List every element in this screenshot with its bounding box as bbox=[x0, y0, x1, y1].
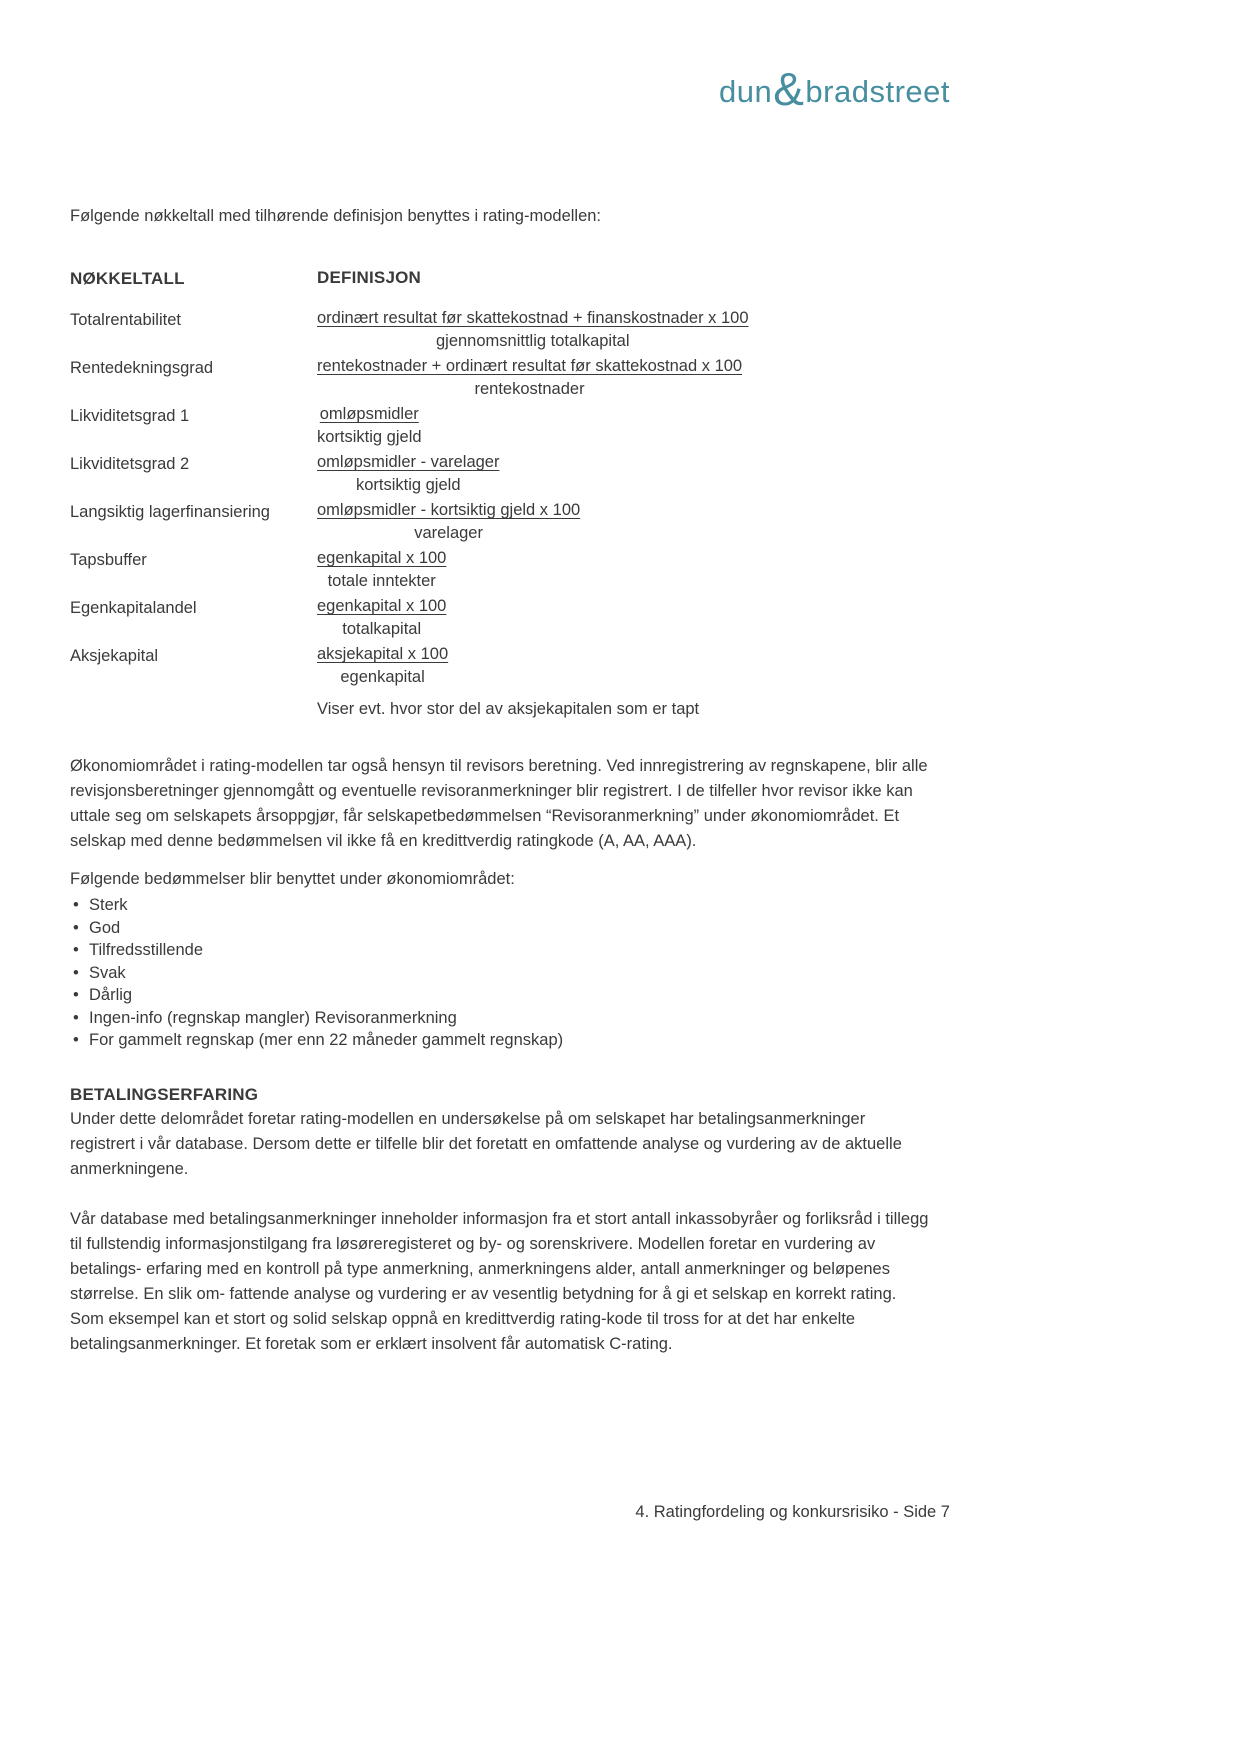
judgement-item: • Svak bbox=[70, 962, 932, 985]
logo-text-dun: dun bbox=[719, 73, 773, 109]
paragraph-database: Vår database med betalingsanmerkninger inneholder informasjon fra et stort antall inkassobyråer og forliksråd i tillegg til fullstendig informasjonstilgang fra løsøreregisteret og by- og sorenskrivere. Modellen foretar en vurdering av betalings- erfaring med en kontroll på type anmerkning, anmerkningens alder, antall anmerkninger og beløpenes størrelse. En slik om- fattende analyse og vurdering er av vesentlig betydning for å gi et selskap en korrekt rating. Som eksempel kan et stort og solid selskap oppnå en kredittverdig rating-kode til tross for at det har enkelte betalingsanmerkninger. Et foretak som er erklært insolvent får automatisk C-rating. bbox=[70, 1209, 929, 1353]
paragraph-betalingserfaring: Under dette delområdet foretar rating-modellen en undersøkelse på om selskapet har betalingsanmerkninger registrert i vår database. Dersom dette er tilfelle blir det foretatt en omfattende analyse og vurdering av de aktuelle anmerkningene. bbox=[70, 1109, 902, 1178]
judgement-list bbox=[70, 894, 932, 1052]
key-figure-name: Langsiktig lagerfinansiering bbox=[70, 503, 270, 521]
formula-numerator: omløpsmidler - kortsiktig gjeld x 100 bbox=[317, 501, 581, 519]
logo-ampersand-icon: & bbox=[773, 63, 805, 115]
table-row bbox=[70, 307, 932, 353]
key-figure-name: Egenkapitalandel bbox=[70, 599, 197, 617]
document-body bbox=[70, 204, 932, 1357]
key-figures-table bbox=[70, 265, 932, 722]
column-header-nokkeltall: NØKKELTALL bbox=[70, 269, 185, 288]
key-figure-name: Aksjekapital bbox=[70, 647, 159, 665]
table-row bbox=[70, 403, 932, 449]
table-note: Viser evt. hvor stor del av aksjekapitalen som er tapt bbox=[317, 700, 700, 718]
formula-denominator: gjennomsnittlig totalkapital bbox=[435, 332, 630, 350]
intro-text: Følgende nøkkeltall med tilhørende definisjon benyttes i rating-modellen: bbox=[70, 207, 602, 225]
formula-numerator: omløpsmidler - varelager bbox=[317, 453, 500, 471]
judgement-list-intro: Følgende bedømmelser blir benyttet under økonomiområdet: bbox=[70, 870, 515, 888]
key-figure-definition bbox=[317, 355, 742, 401]
key-figure-name: Likviditetsgrad 1 bbox=[70, 407, 190, 425]
table-row bbox=[70, 451, 932, 497]
judgement-item: • Dårlig bbox=[70, 984, 932, 1007]
key-figure-name: Totalrentabilitet bbox=[70, 311, 181, 329]
formula-denominator: rentekostnader bbox=[474, 380, 585, 398]
column-header-definisjon: DEFINISJON bbox=[317, 268, 422, 287]
section-heading-betalingserfaring: BETALINGSERFARING bbox=[70, 1084, 259, 1104]
key-figure-definition bbox=[317, 307, 749, 353]
judgement-item: • Ingen-info (regnskap mangler) Revisoranmerkning bbox=[70, 1007, 932, 1030]
judgement-item: • God bbox=[70, 917, 932, 940]
key-figure-definition bbox=[317, 547, 446, 593]
page-footer: 4. Ratingfordeling og konkursrisiko - Side 7 bbox=[635, 1503, 950, 1521]
key-figure-name: Likviditetsgrad 2 bbox=[70, 455, 190, 473]
formula-denominator: kortsiktig gjeld bbox=[355, 476, 461, 494]
logo-text-bradstreet: bradstreet bbox=[805, 73, 950, 109]
judgement-item: • For gammelt regnskap (mer enn 22 måneder gammelt regnskap) bbox=[70, 1029, 932, 1052]
dun-bradstreet-logo bbox=[719, 63, 950, 116]
key-figure-definition bbox=[317, 643, 448, 689]
key-figure-definition bbox=[317, 403, 422, 449]
formula-numerator: egenkapital x 100 bbox=[317, 597, 447, 615]
key-figure-name: Tapsbuffer bbox=[70, 551, 147, 569]
key-figure-definition bbox=[317, 499, 580, 545]
table-row bbox=[70, 643, 932, 689]
table-row bbox=[70, 499, 932, 545]
formula-numerator: egenkapital x 100 bbox=[317, 549, 447, 567]
formula-denominator: totalkapital bbox=[342, 620, 422, 638]
formula-denominator: varelager bbox=[414, 524, 483, 542]
table-row bbox=[70, 355, 932, 401]
formula-denominator: totale inntekter bbox=[327, 572, 436, 590]
formula-denominator: kortsiktig gjeld bbox=[317, 428, 422, 446]
formula-numerator: omløpsmidler bbox=[319, 405, 419, 423]
table-row bbox=[70, 547, 932, 593]
formula-numerator: rentekostnader + ordinært resultat før skattekostnad x 100 bbox=[317, 357, 743, 375]
formula-numerator: ordinært resultat før skattekostnad + finanskostnader x 100 bbox=[317, 309, 749, 327]
paragraph-economy-area: Økonomiområdet i rating-modellen tar også hensyn til revisors beretning. Ved innregistrering av regnskapene, blir alle revisjonsberetninger gjennomgått og eventuelle revisoranmerkninger blir registrert. I de tilfeller hvor revisor ikke kan uttale seg om selskapets årsoppgjør, får selskapetbedømmelsen “Revisoranmerkning” under økonomiområdet. Et selskap med denne bedømmelsen vil ikke få en kredittverdig ratingkode (A, AA, AAA). bbox=[70, 757, 928, 850]
key-figure-definition bbox=[317, 451, 499, 497]
key-figure-definition bbox=[317, 595, 446, 641]
formula-numerator: aksjekapital x 100 bbox=[317, 645, 449, 663]
formula-denominator: egenkapital bbox=[340, 668, 425, 686]
judgement-item: • Tilfredsstillende bbox=[70, 939, 932, 962]
table-row bbox=[70, 595, 932, 641]
judgement-item: • Sterk bbox=[70, 894, 932, 917]
table-header-row bbox=[70, 265, 932, 291]
key-figure-name: Rentedekningsgrad bbox=[70, 359, 214, 377]
